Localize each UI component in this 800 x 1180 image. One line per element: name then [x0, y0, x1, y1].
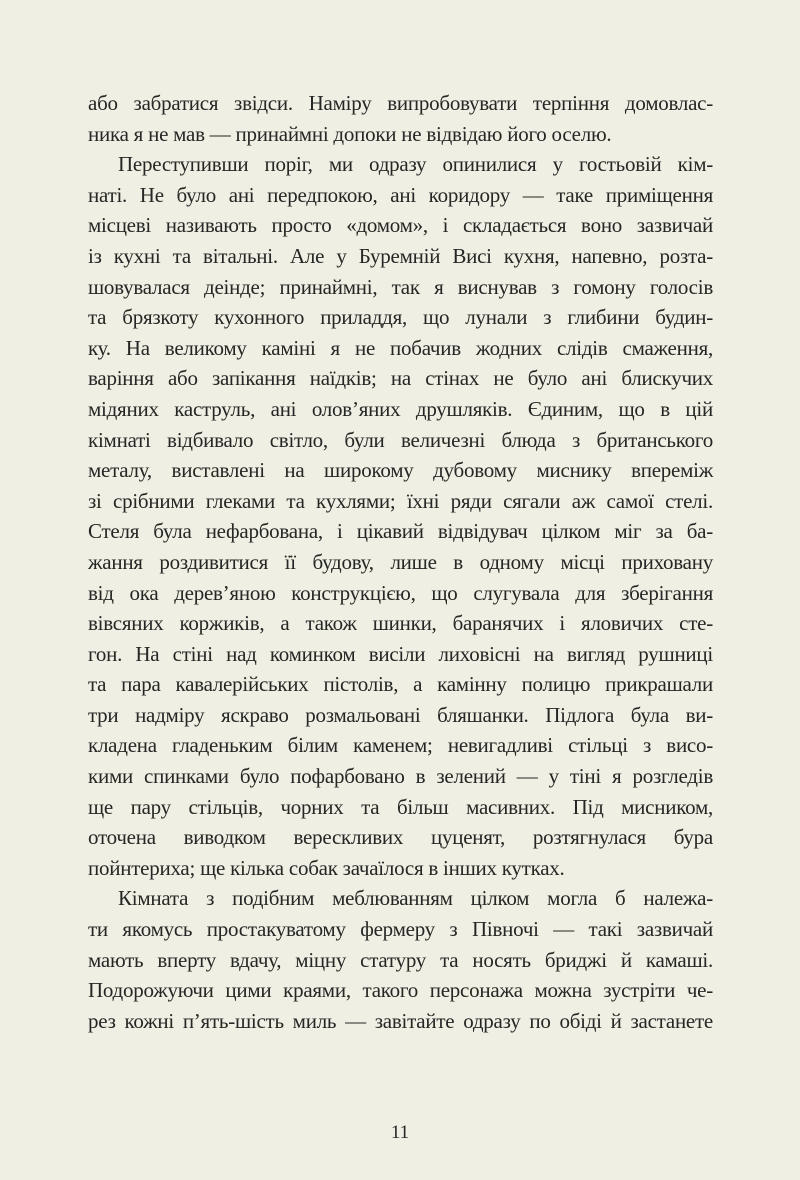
text-line: Стеля була нефарбована, і цікавий відвідувач цілком міг за ба- — [88, 519, 713, 544]
text-line: ти якомусь простакуватому фермеру з Півночі — такі зазвичай — [88, 917, 713, 942]
text-line: мідяних каструль, ані олов’яних друшляків. Єдиним, що в цій — [88, 396, 713, 421]
text-line: металу, виставлені на широкому дубовому миснику впереміж — [88, 458, 713, 483]
text-line: або забратися звідси. Наміру випробовувати терпіння домовлас- — [88, 91, 713, 115]
text-line: Переступивши поріг, ми одразу опинилися у гостьовій кім- — [118, 152, 713, 177]
text-line: варіння або запікання наїдків; на стінах не було ані блискучих — [88, 366, 713, 391]
text-line: та пара кавалерійських пістолів, а камінну полицю прикрашали — [88, 672, 713, 697]
text-line: ку. На великому каміні я не побачив жодних слідів смаження, — [88, 335, 713, 360]
body-text — [88, 88, 713, 1036]
text-line: Кімната з подібним меблюванням цілком могла б належа- — [118, 886, 713, 911]
text-line: ника я не мав — принаймні допоки не відвідаю його оселю. — [88, 121, 612, 146]
text-line: мають вперту вдачу, міцну статуру та носять бриджі й камаші. — [88, 947, 713, 972]
text-line: кімнаті відбивало світло, були величезні блюда з британського — [88, 427, 713, 452]
text-line: три надміру яскраво розмальовані бляшанки. Підлога була ви- — [88, 702, 713, 727]
text-line: від ока дерев’яною конструкцією, що слугувала для зберігання — [88, 580, 713, 605]
text-line: рез кожні п’ять-шість миль — завітайте одразу по обіді й застанете — [88, 1008, 713, 1033]
text-line: жання роздивитися її будову, лише в одному місці приховану — [88, 549, 713, 574]
text-line: та брязкоту кухонного приладдя, що лунали з глибини будин- — [88, 305, 713, 330]
text-line: кладена гладеньким білим каменем; невигадливі стільці з висо- — [88, 733, 713, 758]
text-line: місцеві називають просто «домом», і складається воно зазвичай — [88, 213, 713, 238]
text-line: вівсяних коржиків, а також шинки, баранячих і яловичих сте- — [88, 611, 713, 636]
page-number: 11 — [390, 1122, 410, 1143]
text-line: кими спинками було пофарбовано в зелений — у тіні я розгледів — [88, 764, 713, 789]
text-line: із кухні та вітальні. Але у Буремній Висі кухня, напевно, розта- — [88, 243, 713, 268]
text-line: Подорожуючи цими краями, такого персонажа можна зустріти че- — [88, 978, 713, 1003]
text-line: оточена виводком верескливих цуценят, розтягнулася бура — [88, 825, 713, 850]
text-line: гон. На стіні над коминком висіли лиховісні на вигляд рушниці — [88, 641, 713, 666]
text-line: наті. Не було ані передпокою, ані коридору — таке приміщення — [88, 182, 713, 207]
text-line: ще пару стільців, чорних та більш масивних. Під мисником, — [88, 794, 713, 819]
text-line: зі срібними глеками та кухлями; їхні ряди сягали аж самої стелі. — [88, 488, 713, 513]
text-line: шовувалася деінде; принаймні, так я виснував з гомону голосів — [88, 274, 713, 299]
text-line: пойнтериха; ще кілька собак зачаїлося в інших кутках. — [88, 855, 565, 880]
